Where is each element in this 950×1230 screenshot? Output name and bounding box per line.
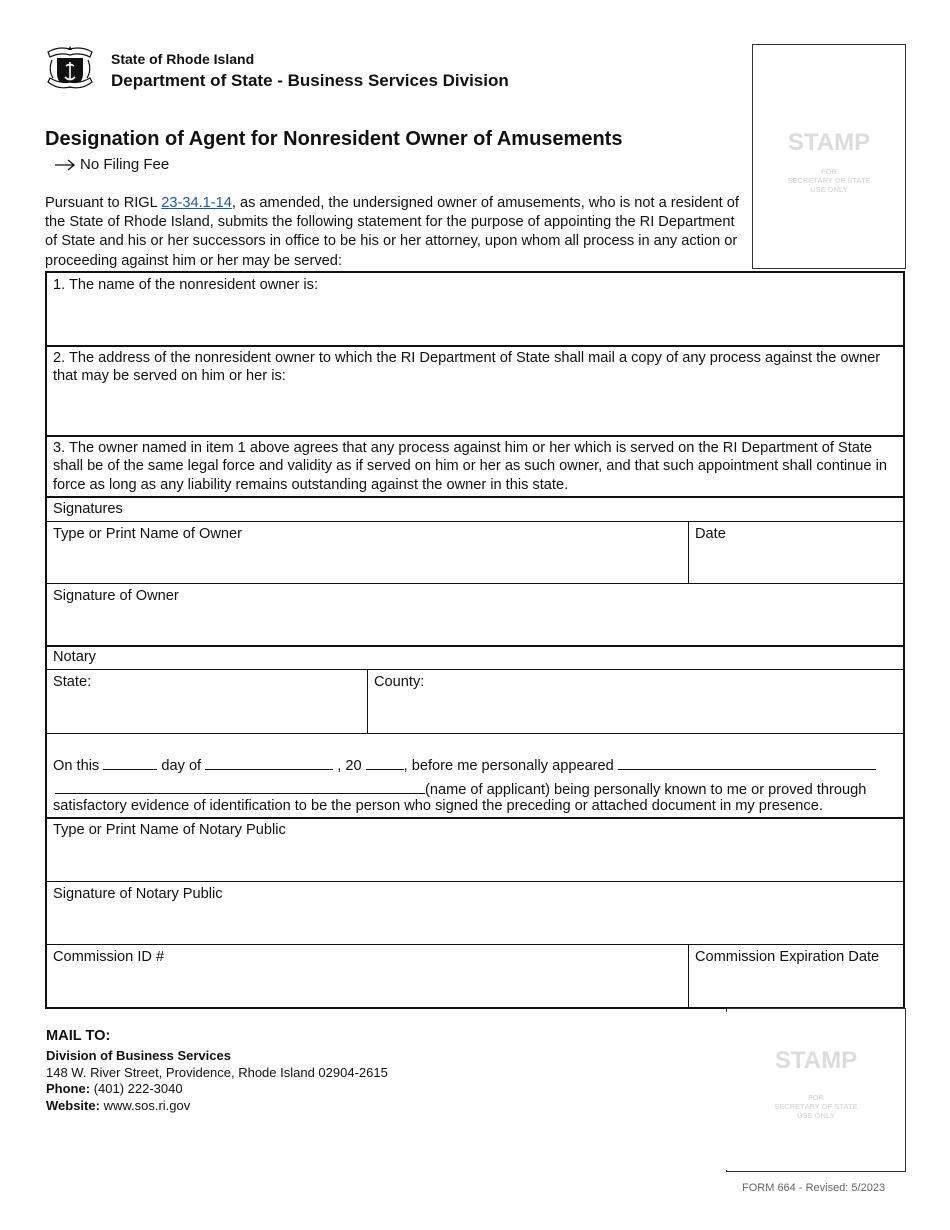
mail-to-heading: MAIL TO: [46,1028,111,1044]
acknowledgement-line1 [53,755,903,775]
mailing-address [46,1048,388,1114]
year-prefix-label: , 20 [337,758,362,774]
phone-line [46,1081,388,1098]
stamp-bottom-gap-left [722,1012,730,1170]
rigl-law-link[interactable]: 23-34.1-14 [161,195,232,211]
year-blank[interactable] [366,755,404,770]
form-number: FORM 664 - Revised: 5/2023 [742,1182,886,1194]
website-url: www.sos.ri.gov [103,1097,191,1113]
intro-paragraph [45,194,745,271]
stamp-note-line3: USE ONLY [810,185,848,194]
commission-expiration-label: Commission Expiration Date [695,949,880,965]
on-this-label: On this [53,758,100,774]
state-label: State: [53,674,92,690]
phone-label: Phone: [46,1081,91,1097]
county-label: County: [374,674,425,690]
state-seal-icon [44,44,96,92]
website-label: Website: [46,1097,100,1113]
owner-signature-label: Signature of Owner [53,588,179,604]
stamp-note-line1: FOR [821,167,837,176]
division-name: Division of Business Services [46,1048,231,1063]
department-name: Department of State - Business Services Division [111,71,509,90]
item3-text: 3. The owner named in item 1 above agrees that any process against him or her which is served on the RI Department of State shall be of the same legal force and validity as if served on him or her as such owner, and that such appointment shall continue in force as long as any liability remains outstanding against the owner in this state. [53,440,887,493]
arrow-right-icon [54,159,76,171]
filing-fee-note [54,156,169,173]
day-of-label: day of [161,758,202,774]
street-address: 148 W. River Street, Providence, Rhode Island 02904-2615 [46,1064,388,1080]
intro-prefix: Pursuant to RIGL [45,195,162,211]
date-label: Date [695,526,726,542]
name-of-applicant-label: (name of applicant) being personally known to me or proved through [425,782,867,798]
stamp-box-bottom [726,1008,906,1172]
notary-signature-label: Signature of Notary Public [53,886,223,902]
day-blank[interactable] [103,755,157,770]
stamp-label-bottom: STAMP [774,1047,858,1074]
evidence-text: satisfactory evidence of identification to be the person who signed the preceding or attached document in my presence. [53,798,823,814]
stamp-box-gap [748,76,908,242]
before-me-label: , before me personally appeared [403,758,614,774]
month-blank[interactable] [205,755,333,770]
appeared-name-blank[interactable] [618,755,876,770]
notary-section-label: Notary [53,649,96,665]
owner-name-label: Type or Print Name of Owner [53,526,242,542]
stamp-note-bottom-line2: SECRETARY OF STATE [774,1102,858,1111]
stamp-note-bottom-line1: FOR [808,1093,824,1102]
page-title: Designation of Agent for Nonresident Owner of Amusements [45,128,623,150]
commission-id-label: Commission ID # [53,949,165,965]
applicant-name-blank[interactable] [55,779,425,794]
form-table [45,271,905,1009]
stamp-note-line2: SECRETARY OF STATE [787,176,871,185]
state-name: State of Rhode Island [111,51,255,67]
website-line [46,1098,388,1115]
item1-label: 1. The name of the nonresident owner is: [53,277,319,293]
intro-body: , as amended, the undersigned owner of amusements, who is not a resident of the State of Rhode Island, submits the following statement for the purpose of appointing the RI Department of State and his or her successors in office to be his or her attorney, upon whom all process in any action or proceeding against him or her may be served: [45,195,739,269]
filing-fee-label: No Filing Fee [80,156,170,173]
phone-number: (401) 222-3040 [93,1081,183,1097]
stamp-note-bottom-line3: USE ONLY [797,1111,835,1120]
stamp-label: STAMP [787,129,871,156]
signatures-section-label: Signatures [53,501,123,517]
item2-label: 2. The address of the nonresident owner to which the RI Department of State shall mail a copy of any process against the owner that may be served on him or her is: [53,350,881,385]
notary-name-label: Type or Print Name of Notary Public [53,822,286,838]
